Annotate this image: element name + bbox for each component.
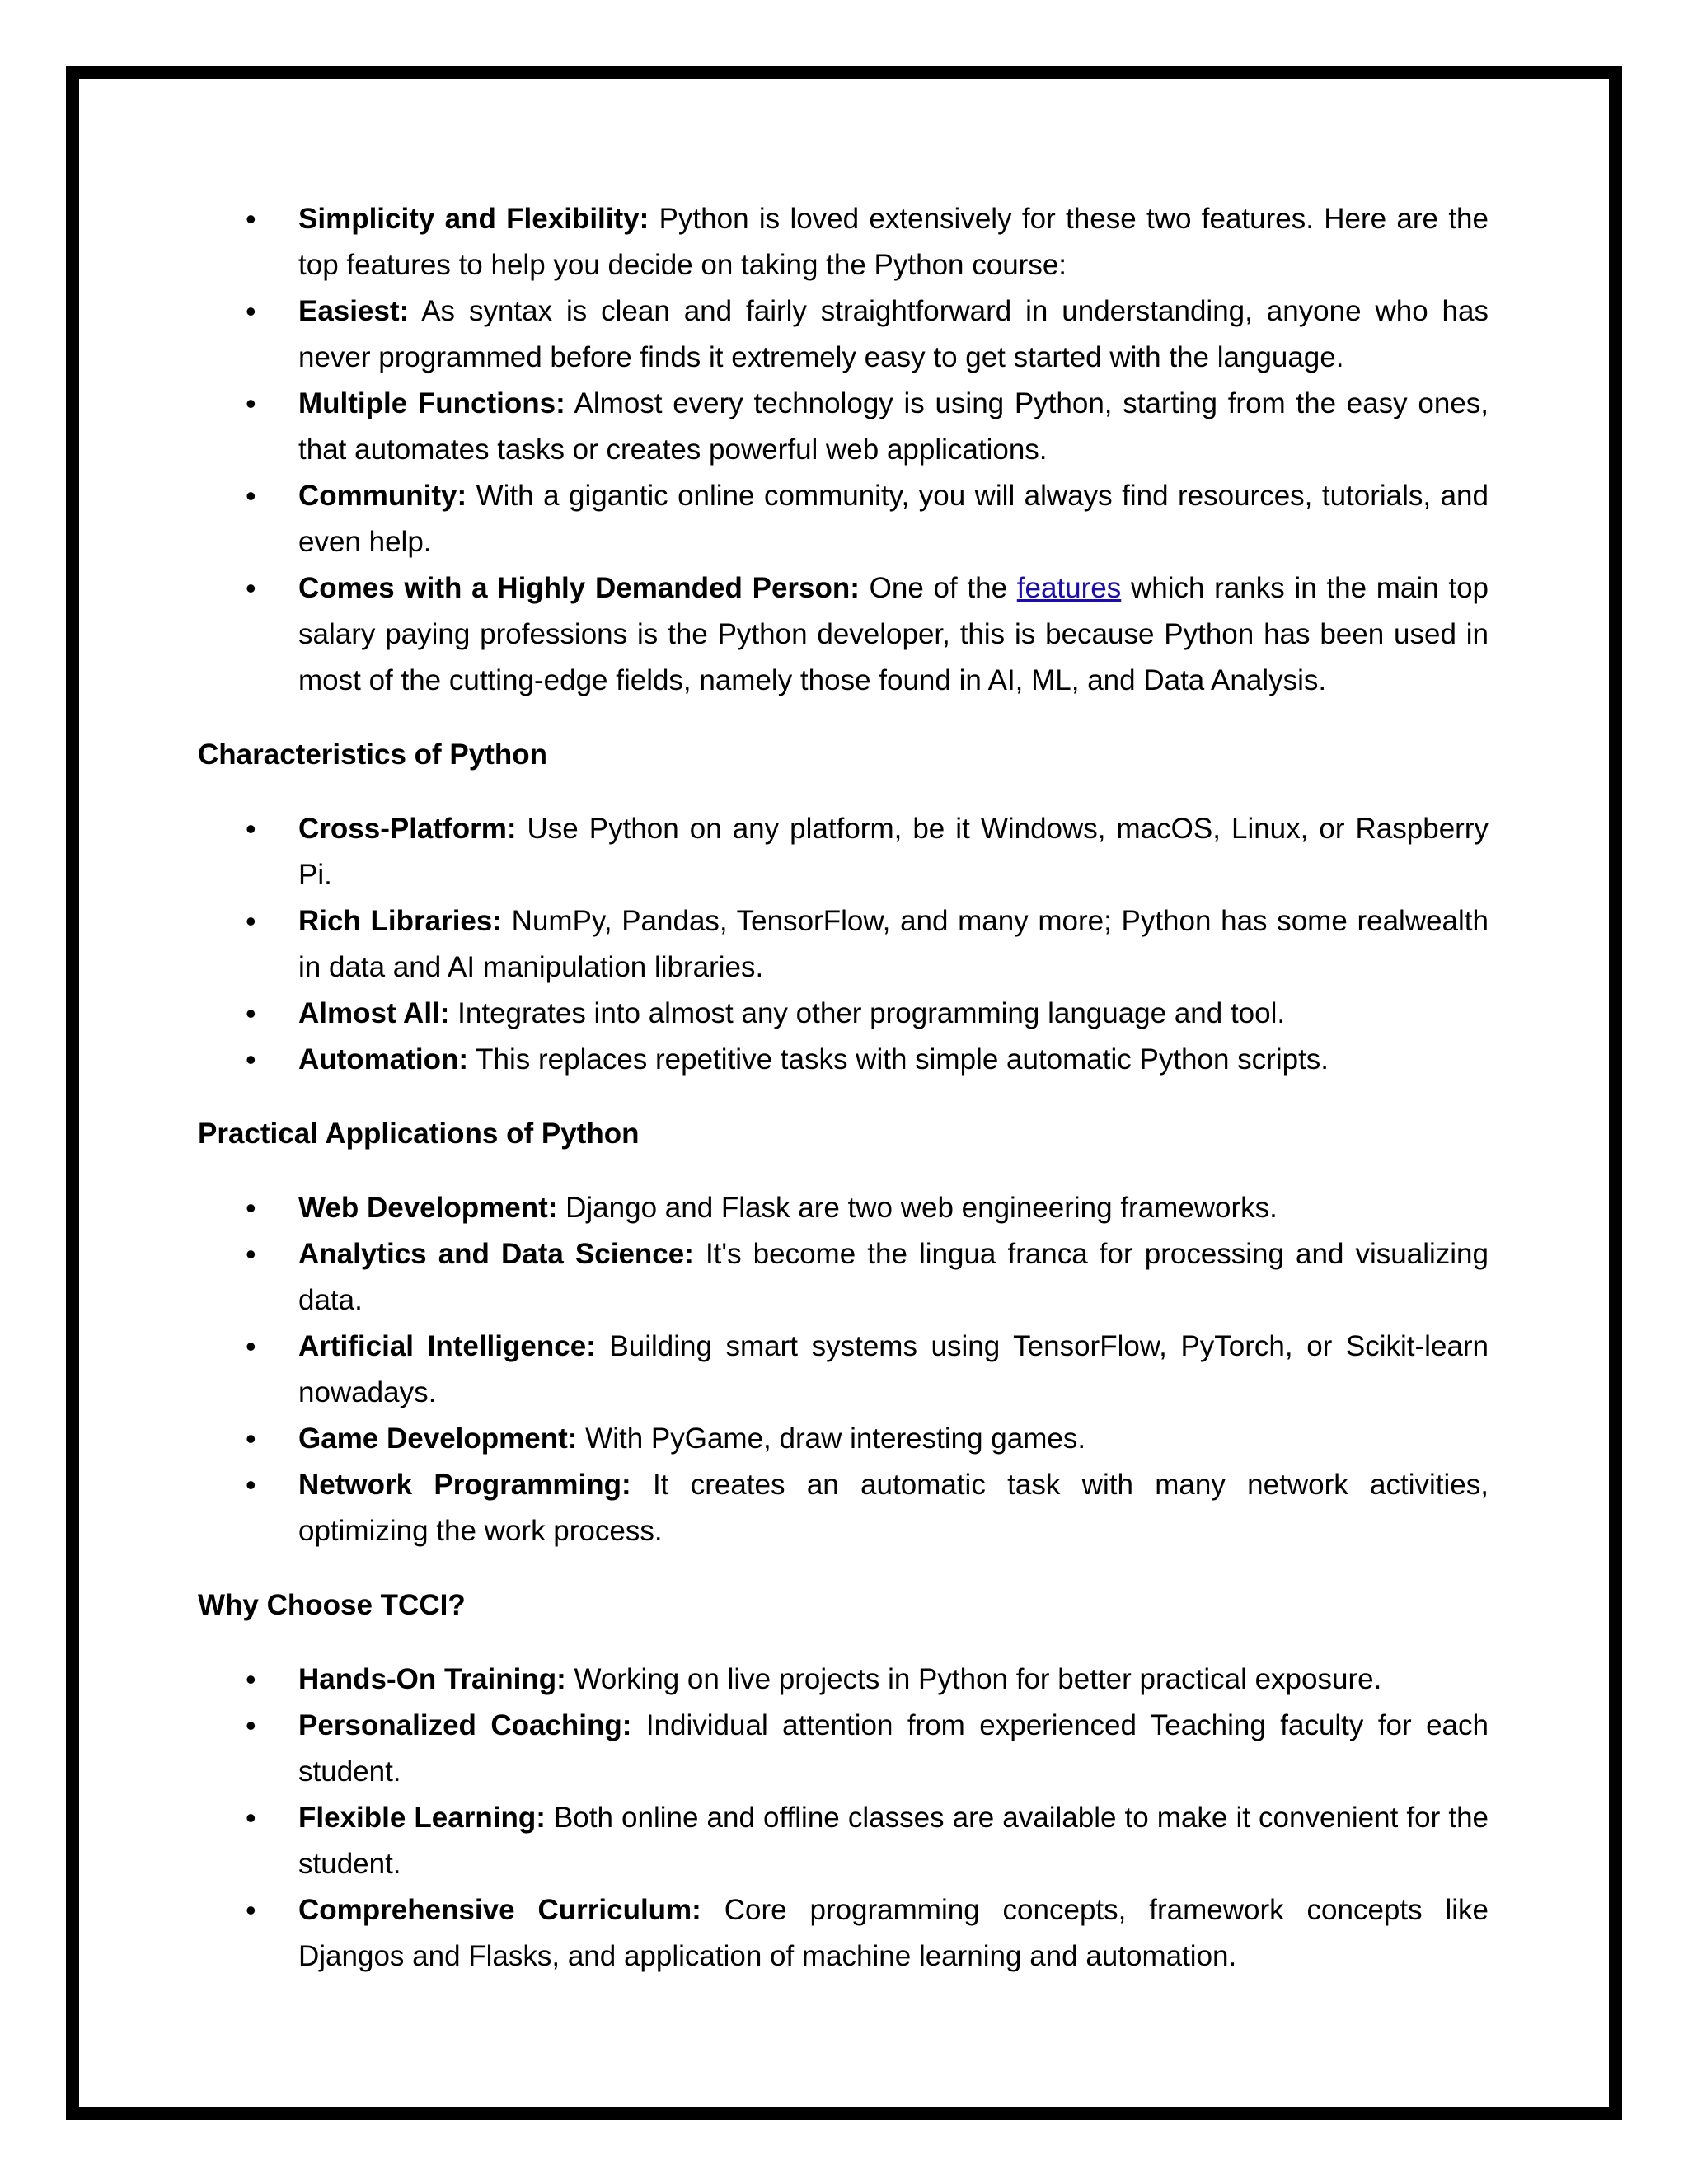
- list-item-text: Working on live projects in Python for better practical exposure.: [565, 1663, 1382, 1695]
- list-item: [198, 381, 1489, 473]
- list-item-term: Cross-Platform:: [298, 813, 517, 845]
- bullet-icon: •: [246, 1043, 256, 1076]
- list-item-text: which ranks in the main top salary paying professions is the Python developer, this is because Python has been used in most of the cutting-edge fields, namely those found in AI, ML, and Data Analysis.: [298, 572, 1489, 696]
- list-item: [198, 1416, 1489, 1462]
- list-item: [198, 1795, 1489, 1887]
- applications-heading: Practical Applications of Python: [198, 1118, 640, 1150]
- bullet-icon: •: [246, 294, 256, 328]
- list-item: [198, 806, 1489, 898]
- bullet-icon: •: [246, 1329, 256, 1363]
- characteristics-heading: Characteristics of Python: [198, 738, 547, 771]
- list-item-text: With a gigantic online community, you will always find resources, tutorials, and even help.: [298, 480, 1489, 558]
- bullet-icon: •: [246, 1468, 256, 1502]
- list-item-text: Core programming concepts, framework concepts like Djangos and Flasks, and application of machine learning and automation.: [298, 1894, 1489, 1972]
- list-item-term: Analytics and Data Science:: [298, 1238, 694, 1270]
- list-item-term: Multiple Functions:: [298, 387, 565, 419]
- bullet-icon: •: [246, 571, 256, 605]
- list-item-text: It's become the lingua franca for processing and visualizing data.: [298, 1238, 1489, 1316]
- list-item-text: Django and Flask are two web engineering frameworks.: [557, 1192, 1278, 1224]
- bullet-icon: •: [246, 996, 256, 1030]
- bullet-icon: •: [246, 1801, 256, 1835]
- list-item-text: As syntax is clean and fairly straightforward in understanding, anyone who has never programmed before finds it extremely easy to get started with the language.: [298, 295, 1489, 373]
- bullet-icon: •: [246, 1662, 256, 1696]
- applications-list: [198, 1185, 1489, 1554]
- list-item-text: NumPy, Pandas, TensorFlow, and many more; Python has some realwealth in data and AI manipulation libraries.: [298, 905, 1489, 983]
- list-item: [198, 1231, 1489, 1324]
- list-item-term: Easiest:: [298, 295, 410, 327]
- list-item-text: Use Python on any platform, be it Windows, macOS, Linux, or Raspberry Pi.: [298, 813, 1489, 891]
- list-item: [198, 898, 1489, 991]
- why-tcci-heading: Why Choose TCCI?: [198, 1589, 466, 1621]
- list-item-text: This replaces repetitive tasks with simple automatic Python scripts.: [468, 1043, 1329, 1076]
- list-item: [198, 1657, 1489, 1703]
- intro-feature-list: [198, 196, 1489, 704]
- characteristics-list: [198, 806, 1489, 1083]
- bullet-icon: •: [246, 1237, 256, 1271]
- list-item-text: With PyGame, draw interesting games.: [577, 1422, 1086, 1455]
- list-item-text: Integrates into almost any other programming language and tool.: [449, 997, 1286, 1029]
- list-item-text: Python is loved extensively for these two features. Here are the top features to help you decide on taking the Python course:: [298, 203, 1489, 281]
- bullet-icon: •: [246, 479, 256, 513]
- why-tcci-list: [198, 1657, 1489, 1980]
- list-item-term: Artificial Intelligence:: [298, 1330, 596, 1362]
- list-item: [198, 991, 1489, 1037]
- list-item-term: Personalized Coaching:: [298, 1709, 632, 1741]
- list-item: [198, 1703, 1489, 1795]
- document-content: [198, 196, 1489, 1980]
- list-item: [198, 473, 1489, 565]
- list-item-term: Flexible Learning:: [298, 1802, 546, 1834]
- bullet-icon: •: [246, 1191, 256, 1225]
- list-item: [198, 1185, 1489, 1231]
- features-link[interactable]: features: [1016, 572, 1122, 604]
- list-item-term: Almost All:: [298, 997, 450, 1029]
- list-item-term: Community:: [298, 480, 467, 512]
- list-item: [198, 1324, 1489, 1416]
- list-item: [198, 1037, 1489, 1083]
- list-item-term: Network Programming:: [298, 1469, 631, 1501]
- list-item-text: Building smart systems using TensorFlow, PyTorch, or Scikit-learn nowadays.: [298, 1330, 1489, 1408]
- list-item-term: Game Development:: [298, 1422, 578, 1455]
- list-item-text: Almost every technology is using Python, starting from the easy ones, that automates tasks or creates powerful web applications.: [298, 387, 1489, 466]
- list-item: [198, 196, 1489, 288]
- bullet-icon: •: [246, 812, 256, 846]
- bullet-icon: •: [246, 1422, 256, 1455]
- bullet-icon: •: [246, 387, 256, 420]
- list-item-term: Comes with a Highly Demanded Person:: [298, 572, 860, 604]
- bullet-icon: •: [246, 904, 256, 938]
- list-item-term: Automation:: [298, 1043, 469, 1076]
- bullet-icon: •: [246, 1893, 256, 1927]
- list-item: [198, 288, 1489, 381]
- list-item-text: One of the: [859, 572, 1017, 604]
- list-item-text: Both online and offline classes are available to make it convenient for the student.: [298, 1802, 1489, 1880]
- list-item-text: Individual attention from experienced Teaching faculty for each student.: [298, 1709, 1489, 1788]
- list-item: [198, 1462, 1489, 1554]
- bullet-icon: •: [246, 202, 256, 236]
- list-item: [198, 1887, 1489, 1980]
- list-item-term: Hands-On Training:: [298, 1663, 566, 1695]
- list-item-text: It creates an automatic task with many network activities, optimizing the work process.: [298, 1469, 1489, 1547]
- bullet-icon: •: [246, 1708, 256, 1742]
- list-item-term: Rich Libraries:: [298, 905, 503, 937]
- list-item: [198, 565, 1489, 704]
- list-item-term: Simplicity and Flexibility:: [298, 203, 649, 235]
- list-item-term: Comprehensive Curriculum:: [298, 1894, 701, 1926]
- list-item-term: Web Development:: [298, 1192, 558, 1224]
